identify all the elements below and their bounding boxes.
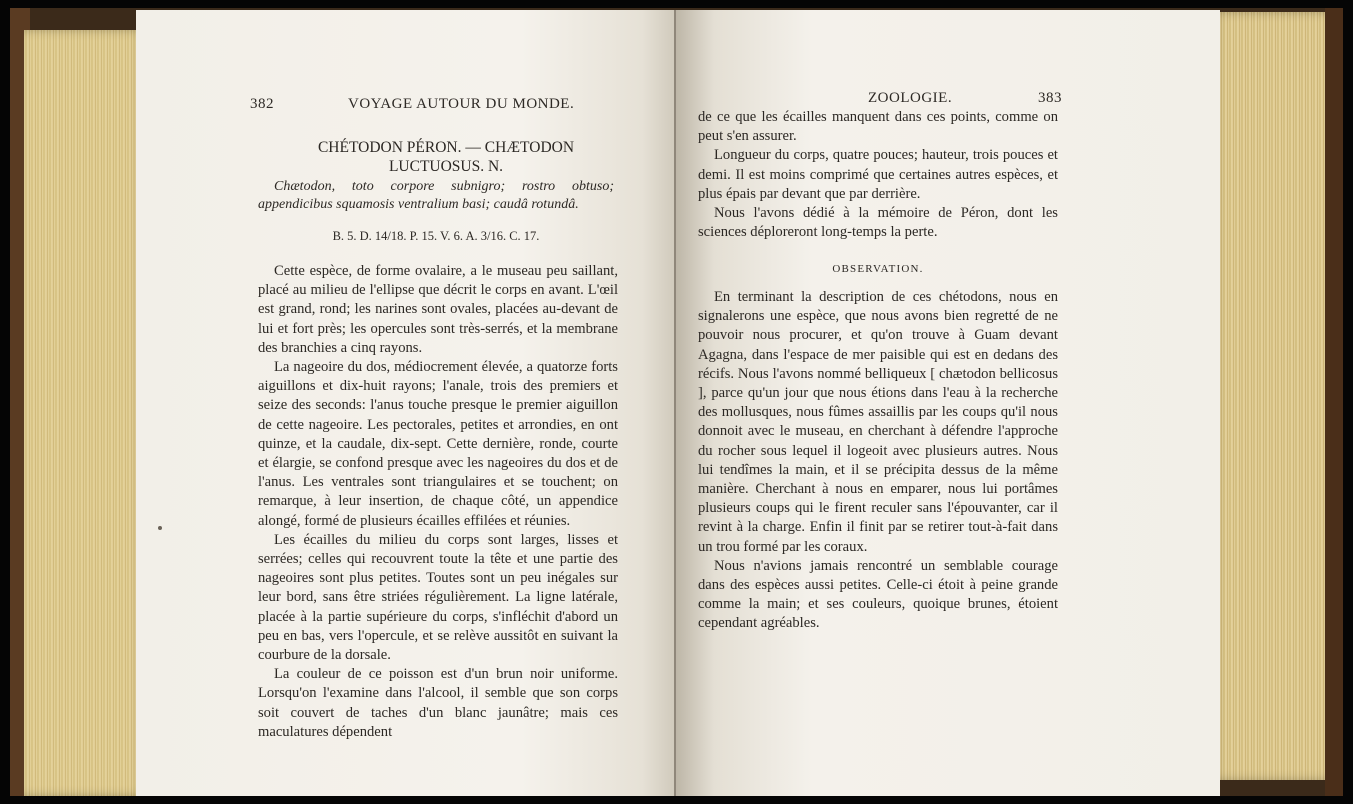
paragraph: Nous l'avons dédié à la mémoire de Péron, dont les sciences déploreront long-temps la perte. [698,205,1058,241]
open-book [10,8,1343,796]
running-head: ZOOLOGIE. [868,90,953,106]
page-number: 382 [250,96,274,112]
speck-mark [158,526,162,530]
left-page [136,10,686,796]
right-page [676,10,1220,796]
paragraph: Nous n'avions jamais rencontré un semblable courage dans des espèces aussi petites. Celle-ci étoit à peine grande comme la main; et ses couleurs, quoique brunes, étoient cependant agréables. [698,557,1058,632]
paragraph: de ce que les écailles manquent dans ces points, comme on peut s'en assurer. [698,109,1058,145]
paragraph: Les écailles du milieu du corps sont larges, lisses et serrées; celles qui recouvrent toute la tête et une partie des nageoires sont plus petites. Toutes sont un peu inégales sur leur bord, sans être striées régulièrement. La ligne latérale, placée à la partie supérieure du corps, s'infléchit d'abord un peu en bas, vers l'opercule, et se relève aussitôt en suivant la courbure de la dorsale. [258,531,618,664]
text-top [698,108,1058,242]
latin-description: Chætodon, toto corpore subnigro; rostro obtuso; appendicibus squamosis ventralium basi; caudâ rotundâ. [258,179,614,212]
species-title: CHÉTODON PÉRON. — CHÆTODON LUCTUOSUS. N. [317,139,575,176]
page-number: 383 [1038,90,1062,106]
main-text [258,262,618,742]
book-cover-right [1325,8,1343,796]
text-bottom [698,288,1058,634]
running-head: VOYAGE AUTOUR DU MONDE. [348,96,575,112]
paragraph: Cette espèce, de forme ovalaire, a le museau peu saillant, placé au milieu de l'ellipse que décrit le corps en avant. L'œil est grand, rond; les narines sont ovales, placées au-devant de lui et fort près; les opercules sont très-serrés, et la membrane des branchies a cinq rayons. [258,263,618,356]
page-stack-left [24,30,146,796]
page-stack-right [1210,12,1326,780]
paragraph: La nageoire du dos, médiocrement élevée, a quatorze forts aiguillons et dix-huit rayons; l'anale, trois des premiers et seize des seconds: l'anus touche presque le premier aiguillon de cette nageoire. Les pectorales, petites et arrondies, en ont quinze, et la caudale, dix-sept. Cette dernière, ronde, courte et élargie, se confond presque avec les nageoires du dos et de l'anus. Les ventrales sont triangulaires et se touchent; on remarque, à leur insertion, de chaque côté, un appendice alongé, formé de plusieurs écailles effilées et réunies. [258,359,618,529]
paragraph: Longueur du corps, quatre pouces; hauteur, trois pouces et demi. Il est moins comprimé que certaines autres espèces, et plus épais par devant que par derrière. [698,147,1058,202]
section-title: OBSERVATION. [832,263,924,275]
fin-formula: B. 5. D. 14/18. P. 15. V. 6. A. 3/16. C. 17. [332,229,540,243]
paragraph: En terminant la description de ces chétodons, nous en signalerons une espèce, que nous avons bien regretté de ne pouvoir nous procurer, et qu'on trouve à Guam devant Agagna, dans l'espace de mer paisible qui est en dedans des récifs. Nous l'avons nommé belliqueux [ chætodon bellicosus ], parce qu'un jour que nous étions dans l'eau à la recherche des mollusques, nous fûmes assaillis par les coups qu'il nous donnoit avec le museau, en cherchant à défendre l'approche du rocher sous lequel il logeoit avec plusieurs autres. Nous lui tendîmes la main, et il se précipita dessus de la même manière. Cherchant à nous en emparer, nous lui portâmes plusieurs coups qui le firent reculer sans l'épouvanter, car il revint à la charge. Enfin il finit par se retirer tout-à-fait dans un trou formé par les coraux. [698,289,1058,555]
paragraph: La couleur de ce poisson est d'un brun noir uniforme. Lorsqu'on l'examine dans l'alcool, il semble que son corps soit couvert de taches d'un blanc jaunâtre; mais ces maculatures dépendent [258,666,618,740]
